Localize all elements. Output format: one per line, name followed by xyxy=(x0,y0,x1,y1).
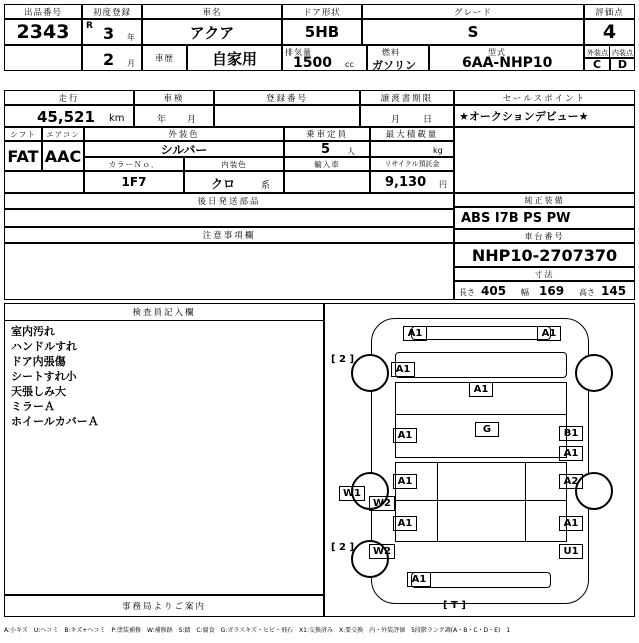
seats-value-cell xyxy=(284,141,370,157)
mark-upper-left-a1: A1 xyxy=(391,362,415,377)
max-load-value-cell xyxy=(370,141,454,157)
color-no-label: カラーＮｏ． xyxy=(84,157,184,171)
vin-value: NHP10-2707370 xyxy=(454,243,635,267)
mark-lower-right-a1: A1 xyxy=(559,516,583,531)
shift-value: FAT xyxy=(4,141,42,171)
inspection-month-unit: 月 xyxy=(187,115,197,125)
length-value: 405 xyxy=(481,284,507,298)
lot-subcell xyxy=(4,45,82,71)
import-value-cell xyxy=(284,171,370,193)
mark-lower-left-a1: A1 xyxy=(393,516,417,531)
mark-mid-left-a1-2: A1 xyxy=(393,474,417,489)
int-score-label: 内装点 xyxy=(612,49,633,57)
mark-left-w1: W1 xyxy=(339,486,365,501)
dimension-values xyxy=(454,281,635,300)
hood-panel xyxy=(411,326,551,340)
plate-number-value xyxy=(214,105,360,127)
mark-lower-u1: U1 xyxy=(559,544,583,559)
mark-bottom-a1: A1 xyxy=(407,572,431,587)
mileage-value: 45,521 xyxy=(37,108,95,126)
notes-label: 注意事項欄 xyxy=(4,227,454,243)
seats-value: 5 xyxy=(321,142,331,157)
inspection-line-2: ハンドルすれ xyxy=(11,340,77,353)
ext-int-score-header xyxy=(584,45,635,58)
rear-panel xyxy=(395,462,567,542)
shift-aircon-spacer xyxy=(4,171,84,193)
mark-left-bracket-top: [ 2 ] xyxy=(331,354,355,365)
sales-point-label: セールスポイント xyxy=(454,90,635,105)
displacement-unit: cc xyxy=(345,60,354,69)
center-vert-right xyxy=(525,462,526,542)
door-shape-label: ドア形状 xyxy=(282,4,362,19)
model-name-label: 車名 xyxy=(142,4,282,19)
evaluation-score-label: 評価点 xyxy=(584,4,635,19)
roof-split-left xyxy=(395,414,567,415)
mark-bottom-t: [ T ] xyxy=(443,600,466,611)
recycle-value: 9,130 xyxy=(385,175,427,190)
recycle-label: リサイクル預託金 xyxy=(370,157,454,171)
inspection-line-1: 室内汚れ xyxy=(11,325,55,338)
front-glass-panel xyxy=(395,352,567,378)
aircon-value: AAC xyxy=(42,141,84,171)
int-color-label: 内装色 xyxy=(184,157,284,171)
ext-color-label: 外装色 xyxy=(84,127,284,141)
first-registration-value xyxy=(82,19,142,45)
inspection-panel-title: 検査員記入欄 xyxy=(5,304,323,321)
color-no-value: 1F7 xyxy=(84,171,184,193)
notes-value xyxy=(4,243,454,300)
transfer-day-unit: 日 xyxy=(423,115,433,125)
ext-color-value: シルバー xyxy=(84,141,284,157)
int-color-value-cell xyxy=(184,171,284,193)
inspection-line-5: 天張しみ大 xyxy=(11,385,66,398)
reg-month-value: 2 xyxy=(103,50,115,69)
height-value: 145 xyxy=(601,284,627,298)
type-cell xyxy=(429,45,584,71)
wheel-front-right xyxy=(575,354,613,392)
model-name-value: アクア xyxy=(142,19,282,45)
int-score-value: D xyxy=(610,58,635,71)
sales-point-extra-1 xyxy=(454,127,635,193)
mark-center-g: G xyxy=(475,422,499,437)
office-note: 事務局よりご案内 xyxy=(4,595,324,617)
mark-mid-left-a1: A1 xyxy=(393,428,417,443)
history-label: 車歴 xyxy=(142,45,187,71)
transfer-month-unit: 月 xyxy=(391,115,401,125)
seats-label: 乗車定員 xyxy=(284,127,370,141)
mark-center-upper-a1: A1 xyxy=(469,382,493,397)
transfer-deadline-value xyxy=(360,105,454,127)
mark-left-bracket-bottom: [ 2 ] xyxy=(331,542,355,553)
reg-era-mark: R xyxy=(86,21,93,31)
reg-month-unit: 月 xyxy=(127,59,135,68)
mark-right-b1: B1 xyxy=(559,426,583,441)
mileage-unit: km xyxy=(109,113,125,124)
first-registration-label: 初度登録 xyxy=(82,4,142,19)
transfer-deadline-label: 譲渡書期限 xyxy=(360,90,454,105)
lot-number-value: 2343 xyxy=(4,19,82,45)
inspection-line-4: シートすれ小 xyxy=(11,370,77,383)
shift-label: シフト xyxy=(4,127,42,141)
plate-number-label: 登録番号 xyxy=(214,90,360,105)
rear-split xyxy=(395,500,567,501)
type-header: 型式 xyxy=(488,48,506,57)
type-value: 6AA-NHP10 xyxy=(462,55,553,71)
parts-label: 後日発送部品 xyxy=(4,193,454,209)
recycle-unit: 円 xyxy=(439,180,447,189)
reg-year-value: 3 xyxy=(103,24,115,43)
recycle-value-cell xyxy=(370,171,454,193)
displacement-header: 排気量 xyxy=(285,48,312,57)
inspection-label: 車検 xyxy=(134,90,214,105)
footer-legend: A:小キズ U:へコミ B:キズ+へコミ P:塗装補修 W:補修跡 S:錆 C:腐食 G:ガラスキズ・ヒビ・飛石 X1:交換済み X:要交換 内・外装評価 5段階ランク調(A・B・C・D・E) 1 xyxy=(4,627,511,634)
mileage-label: 走行 xyxy=(4,90,134,105)
mark-right-a1-1: A1 xyxy=(559,446,583,461)
equipment-value: ABS I7B PS PW xyxy=(454,207,635,229)
parts-value xyxy=(4,209,454,227)
mark-left-w2: W2 xyxy=(369,496,395,511)
width-value: 169 xyxy=(539,284,565,298)
vin-label: 車台番号 xyxy=(454,229,635,243)
wheel-front-left xyxy=(351,354,389,392)
int-color-suffix: 系 xyxy=(261,181,271,191)
width-label: 幅 xyxy=(521,288,529,297)
fuel-value: ガソリン xyxy=(372,59,416,72)
import-label: 輸入車 xyxy=(284,157,370,171)
evaluation-score-value: 4 xyxy=(584,19,635,45)
displacement-cell xyxy=(282,45,367,71)
aircon-label: エアコン xyxy=(42,127,84,141)
ext-score-label: 外装点 xyxy=(587,49,608,57)
inspection-line-6: ミラーＡ xyxy=(11,400,55,413)
displacement-value: 1500 xyxy=(293,55,332,71)
inspection-panel xyxy=(4,303,324,595)
height-label: 高さ xyxy=(579,288,595,297)
max-load-unit: kg xyxy=(433,146,443,155)
dimension-label: 寸法 xyxy=(454,267,635,281)
grade-value: S xyxy=(362,19,584,45)
lot-number-label: 出品番号 xyxy=(4,4,82,19)
mark-lower-w2: W2 xyxy=(369,544,395,559)
fuel-cell xyxy=(367,45,429,71)
grade-label: グレード xyxy=(362,4,584,19)
fuel-header: 燃料 xyxy=(382,48,400,57)
door-shape-value: 5HB xyxy=(282,19,362,45)
trunk-panel xyxy=(411,572,551,588)
length-label: 長さ xyxy=(459,288,475,297)
max-load-label: 最大積載量 xyxy=(370,127,454,141)
reg-year-unit: 年 xyxy=(127,33,135,42)
registration-month-cell xyxy=(82,45,142,71)
mileage-value-cell xyxy=(4,105,134,127)
mark-top-left-a1: A1 xyxy=(403,326,427,341)
mark-right-a2: A2 xyxy=(559,474,583,489)
sales-point-value: ★オークションデビュー★ xyxy=(454,105,635,127)
inspection-lines xyxy=(11,324,99,429)
int-color-value: クロ xyxy=(211,177,236,191)
damage-diagram xyxy=(324,303,635,617)
inspection-year-unit: 年 xyxy=(157,115,167,125)
mark-top-right-a1: A1 xyxy=(537,326,561,341)
inspection-line-7: ホイールカバーＡ xyxy=(11,415,99,428)
seats-unit: 人 xyxy=(347,147,355,156)
ext-score-value: C xyxy=(584,58,610,71)
inspection-line-3: ドア内張傷 xyxy=(11,355,66,368)
inspection-value-cell xyxy=(134,105,214,127)
center-vert-left xyxy=(437,462,438,542)
equipment-label: 純正装備 xyxy=(454,193,635,207)
history-value: 自家用 xyxy=(187,45,282,71)
